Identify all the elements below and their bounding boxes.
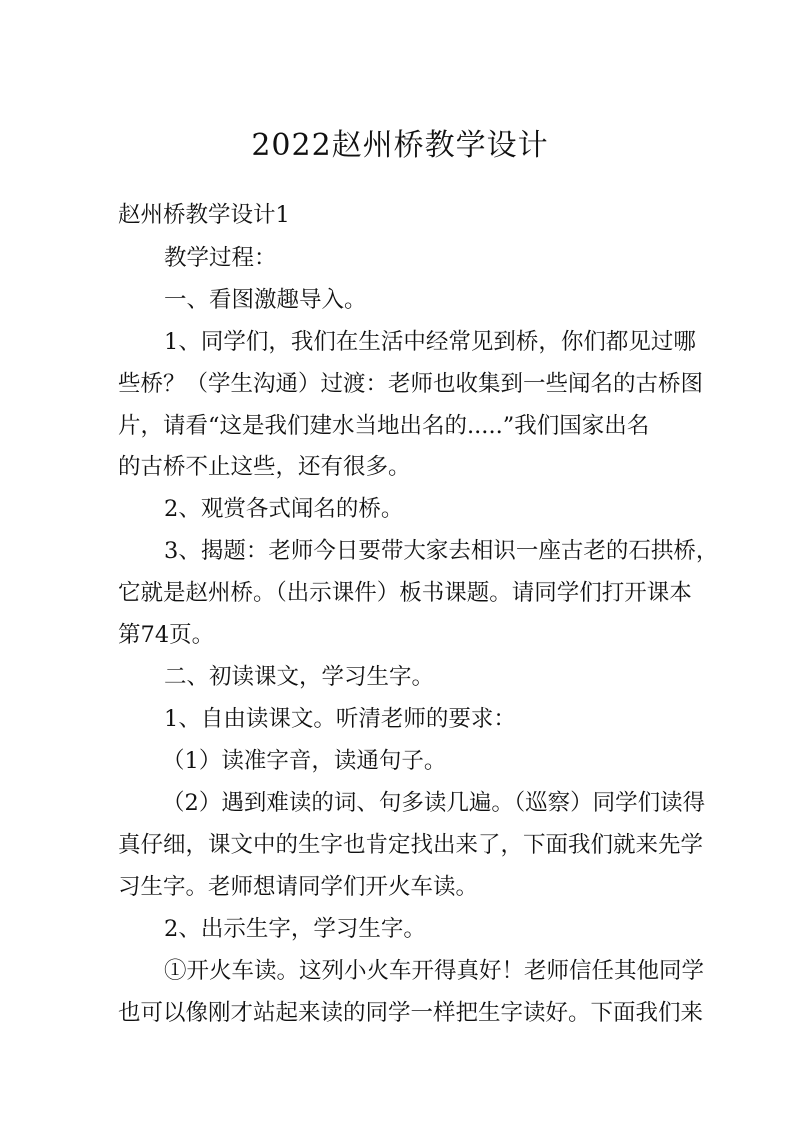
paragraph-line: 1、自由读课文。听清老师的要求：	[164, 706, 516, 732]
paragraph-line: 些桥？（学生沟通）过渡：老师也收集到一些闻名的古桥图	[118, 371, 704, 397]
paragraph-line: 2、观赏各式闻名的桥。	[164, 496, 404, 522]
paragraph-line: 3、揭题：老师今日要带大家去相识一座古老的石拱桥，	[164, 538, 719, 564]
paragraph-line: 2、出示生字，学习生字。	[164, 916, 426, 942]
document-title: 2022赵州桥教学设计	[251, 128, 549, 163]
paragraph-line: 也可以像刚才站起来读的同学一样把生字读好。下面我们来	[118, 1000, 704, 1026]
paragraph-line: 二、初读课文，学习生字。	[164, 664, 435, 690]
paragraph-line: （1）读准字音，读通句子。	[162, 748, 447, 774]
paragraph-line: 1、同学们，我们在生活中经常见到桥，你们都见过哪	[164, 329, 696, 355]
section-heading: 赵州桥教学设计1	[118, 202, 290, 228]
paragraph-line: 的古桥不止这些，还有很多。	[118, 454, 411, 480]
paragraph-line: 教学过程：	[164, 245, 277, 271]
paragraph-line: 习生字。老师想请同学们开火车读。	[118, 874, 479, 900]
paragraph-line: ①开火车读。这列小火车开得真好！老师信任其他同学	[164, 958, 705, 984]
paragraph-line: 片，请看“这是我们建水当地出名的.....”我们国家出名	[118, 413, 650, 439]
paragraph-line: 它就是赵州桥。（出示课件）板书课题。请同学们打开课本	[118, 580, 692, 606]
paragraph-line: 真仔细，课文中的生字也肯定找出来了，下面我们就来先学	[118, 832, 704, 858]
paragraph-line: （2）遇到难读的词、句多读几遍。（巡察）同学们读得	[162, 790, 706, 816]
paragraph-line: 第74页。	[118, 622, 215, 648]
paragraph-line: 一、看图激趣导入。	[164, 287, 367, 313]
